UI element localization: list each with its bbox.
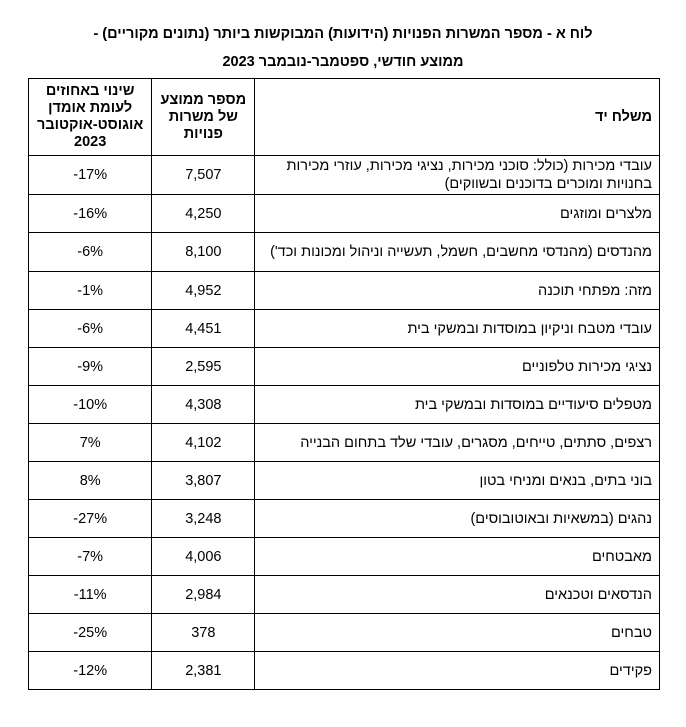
avg-cell: 4,102: [152, 424, 255, 462]
occupation-cell: רצפים, סתתים, טייחים, מסגרים, עובדי שלד בתחום הבנייה: [255, 424, 660, 462]
avg-cell: 3,807: [152, 462, 255, 500]
table-row: [29, 156, 660, 195]
change-cell: -16%: [29, 195, 152, 233]
table-row: [29, 538, 660, 576]
occupation-cell: פקידים: [255, 652, 660, 690]
avg-cell: 4,250: [152, 195, 255, 233]
change-cell: 8%: [29, 462, 152, 500]
avg-cell: 4,006: [152, 538, 255, 576]
header-occupation: משלח יד: [255, 79, 660, 156]
occupation-cell: נהגים (במשאיות ובאוטובוסים): [255, 500, 660, 538]
change-cell: -9%: [29, 348, 152, 386]
occupation-cell: טבחים: [255, 614, 660, 652]
table-row: [29, 462, 660, 500]
occupation-cell: עובדי מכירות (כולל: סוכני מכירות, נציגי מכירות, עוזרי מכירות בחנויות ומוכרים בדוכנים ובשווקים): [255, 156, 660, 195]
table-row: [29, 614, 660, 652]
change-cell: -25%: [29, 614, 152, 652]
occupation-cell: מאבטחים: [255, 538, 660, 576]
avg-cell: 3,248: [152, 500, 255, 538]
occupation-cell: הנדסאים וטכנאים: [255, 576, 660, 614]
occupation-cell: מזה: מפתחי תוכנה: [255, 272, 660, 310]
occupation-cell: מלצרים ומוזגים: [255, 195, 660, 233]
table-row: [29, 386, 660, 424]
occupation-cell: מהנדסים (מהנדסי מחשבים, חשמל, תעשייה וניהול ומכונות וכד'): [255, 233, 660, 272]
change-cell: -11%: [29, 576, 152, 614]
occupation-cell: בוני בתים, בנאים ומניחי בטון: [255, 462, 660, 500]
avg-cell: 4,952: [152, 272, 255, 310]
change-cell: -10%: [29, 386, 152, 424]
occupation-cell: מטפלים סיעודיים במוסדות ובמשקי בית: [255, 386, 660, 424]
title-line-2: ממוצע חודשי, ספטמבר-נובמבר 2023: [222, 54, 464, 70]
avg-cell: 2,381: [152, 652, 255, 690]
avg-cell: 7,507: [152, 156, 255, 195]
table-row: [29, 233, 660, 272]
vacancies-table: [28, 78, 660, 690]
change-cell: 7%: [29, 424, 152, 462]
avg-cell: 4,451: [152, 310, 255, 348]
avg-cell: 2,984: [152, 576, 255, 614]
table-row: [29, 272, 660, 310]
table-row: [29, 500, 660, 538]
table-row: [29, 652, 660, 690]
change-cell: -27%: [29, 500, 152, 538]
table-row: [29, 424, 660, 462]
change-cell: -6%: [29, 233, 152, 272]
header-row: [29, 79, 660, 156]
header-avg-vacancies: מספר ממוצע של משרות פנויות: [152, 79, 255, 156]
table-row: [29, 348, 660, 386]
table-title: [0, 20, 686, 76]
avg-cell: 8,100: [152, 233, 255, 272]
title-line-1: לוח א - מספר המשרות הפנויות (הידועות) המבוקשות ביותר (נתונים מקוריים) -: [93, 26, 593, 42]
table-row: [29, 310, 660, 348]
change-cell: -1%: [29, 272, 152, 310]
change-cell: -17%: [29, 156, 152, 195]
avg-cell: 378: [152, 614, 255, 652]
occupation-cell: נציגי מכירות טלפוניים: [255, 348, 660, 386]
change-cell: -7%: [29, 538, 152, 576]
change-cell: -6%: [29, 310, 152, 348]
header-change: שינוי באחוזים לעומת אומדן אוגוסט-אוקטובר 2023: [29, 79, 152, 156]
avg-cell: 4,308: [152, 386, 255, 424]
table-row: [29, 195, 660, 233]
change-cell: -12%: [29, 652, 152, 690]
avg-cell: 2,595: [152, 348, 255, 386]
occupation-cell: עובדי מטבח וניקיון במוסדות ובמשקי בית: [255, 310, 660, 348]
table-row: [29, 576, 660, 614]
